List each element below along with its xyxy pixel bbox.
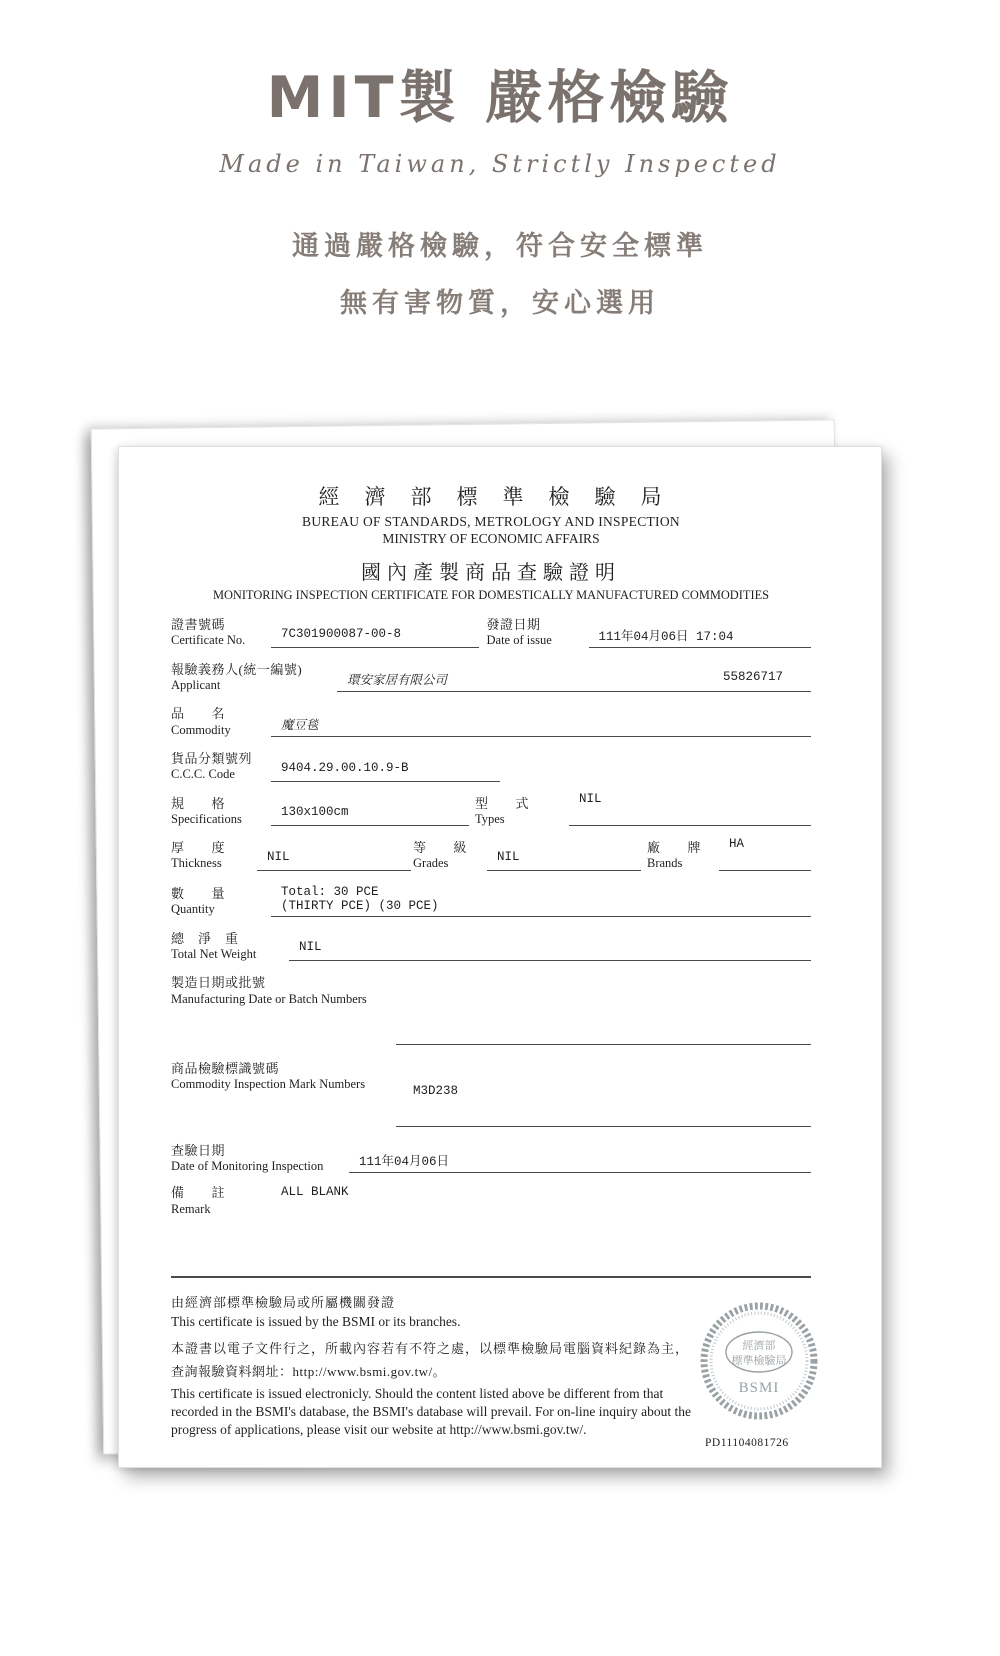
field-mfg-date-label — [171, 975, 367, 1006]
label-zh: 數 量 — [171, 886, 226, 902]
row-specifications-types — [171, 792, 811, 827]
label-zh: 厚 度 — [171, 840, 226, 856]
label-en: Types — [475, 811, 505, 826]
field-remark-value: ALL BLANK — [281, 1185, 349, 1200]
label-en: Applicant — [171, 677, 221, 692]
applicant-name: 環安家居有限公司 — [347, 672, 448, 688]
field-net-weight-value: NIL — [289, 940, 811, 961]
field-commodity-value: 魔豆毯 — [271, 715, 811, 737]
field-thickness-value: NIL — [257, 850, 411, 871]
footer-zh-2: 本證書以電子文件行之，所載內容若有不符之處，以標準檢驗局電腦資料紀錄為主， — [171, 1340, 690, 1356]
row-ccc-code — [171, 751, 811, 782]
hero-tagline-2: 無有害物質，安心選用 — [340, 288, 660, 319]
field-remark-label — [171, 1185, 271, 1216]
footer-en-2: This certificate is issued electronicly. Should the content listed above be different from that recorded in the BSMI's database, the BSMI's database will prevail. For on-line inquiry about the progress of applications, please visit our website at http://www.bsmi.gov.tw/. — [171, 1385, 692, 1437]
cert-org-name-en-2: MINISTRY OF ECONOMIC AFFAIRS — [382, 531, 600, 546]
label-zh: 報驗義務人(統一編號) — [171, 661, 303, 677]
field-grades-label — [413, 840, 487, 871]
quantity-line-2: (THIRTY PCE) (30 PCE) — [281, 898, 439, 913]
label-zh: 發證日期 — [486, 617, 541, 632]
field-quantity-label — [171, 886, 271, 917]
row-manufacturing-date — [171, 975, 811, 1006]
field-mark-numbers-value: M3D238 — [413, 1083, 459, 1098]
label-en: Certificate No. — [171, 633, 246, 648]
cert-doc-title-en: MONITORING INSPECTION CERTIFICATE FOR DOMESTICALLY MANUFACTURED COMMODITIES — [212, 588, 770, 602]
row-remark — [171, 1185, 811, 1216]
label-zh: 製造日期或批號 — [171, 975, 266, 991]
label-en: Commodity Inspection Mark Numbers — [171, 1077, 366, 1092]
field-types-value-text: NIL — [579, 792, 602, 807]
row-applicant — [171, 662, 811, 693]
label-zh: 貨品分類號列 — [171, 750, 253, 766]
field-brands-value — [719, 836, 811, 871]
label-zh: 廠 牌 — [647, 840, 702, 856]
label-en: Date of issue — [486, 633, 552, 648]
label-en: C.C.C. Code — [171, 767, 235, 782]
field-ccc-value: 9404.29.00.10.9-B — [271, 761, 500, 782]
label-en: Quantity — [171, 902, 215, 917]
field-net-weight-label — [171, 931, 289, 962]
field-mfg-date-line — [396, 1044, 811, 1045]
applicant-uniform-number: 55826717 — [722, 670, 783, 685]
seal-text-zh-2: 標準檢驗局 — [731, 1355, 787, 1367]
field-grades-value: NIL — [487, 850, 641, 871]
field-thickness-label — [171, 840, 257, 871]
field-mark-numbers-line — [396, 1126, 811, 1127]
footer-zh-1: 由經濟部標準檢驗局或所屬機關發證 — [171, 1294, 396, 1310]
label-en: Manufacturing Date or Batch Numbers — [171, 991, 367, 1006]
seal-text-bsmi: BSMI — [738, 1380, 780, 1396]
field-commodity-label — [171, 706, 271, 737]
hero-title: MIT製 嚴格檢驗 — [266, 65, 734, 131]
row-commodity — [171, 706, 811, 737]
label-en: Grades — [413, 856, 449, 871]
label-zh: 商品檢驗標識號碼 — [171, 1061, 280, 1076]
certificate-separator-line — [171, 1276, 811, 1278]
field-types-value — [569, 792, 811, 826]
hero-tagline-1: 通過嚴格檢驗，符合安全標準 — [292, 231, 708, 262]
field-issue-date-value: 111年04月06日 17:04 — [589, 626, 812, 648]
label-en: Commodity — [171, 722, 231, 737]
field-specifications-value: 130x100cm — [271, 805, 469, 826]
field-applicant-value — [337, 670, 811, 692]
field-mark-numbers-label — [171, 1061, 403, 1092]
label-zh: 備 註 — [171, 1185, 226, 1201]
field-issue-date-label — [487, 617, 589, 648]
label-zh: 證書號碼 — [171, 617, 226, 632]
cert-doc-number: PD11104081726 — [705, 1437, 789, 1449]
field-brands-value-text: HA — [729, 836, 745, 851]
field-inspection-date-value: 111年04月06日 — [349, 1151, 811, 1173]
label-en: Remark — [171, 1201, 211, 1216]
footer-zh-3: 查詢報驗資料網址：http://www.bsmi.gov.tw/。 — [171, 1363, 447, 1379]
label-en: Date of Monitoring Inspection — [171, 1158, 324, 1173]
footer-en-1: This certificate is issued by the BSMI or its branches. — [171, 1313, 461, 1329]
row-total-net-weight — [171, 931, 811, 962]
label-zh: 規 格 — [171, 795, 226, 811]
certificate — [118, 446, 882, 1468]
label-zh: 查驗日期 — [171, 1142, 226, 1158]
label-zh: 等 級 — [413, 840, 468, 856]
field-certno-label — [171, 617, 271, 648]
field-inspection-date-label — [171, 1143, 349, 1174]
label-en: Total Net Weight — [171, 947, 257, 961]
label-zh: 總 淨 重 — [171, 930, 239, 946]
field-quantity-value — [271, 885, 811, 917]
field-certno-value: 7C301900087-00-8 — [271, 627, 479, 648]
field-brands-label — [647, 840, 719, 871]
field-specifications-label — [171, 796, 271, 827]
bsmi-seal — [697, 1299, 821, 1423]
hero-subtitle: Made in Taiwan, Strictly Inspected — [219, 150, 781, 178]
field-types-label — [475, 796, 569, 827]
seal-text-zh-1: 經濟部 — [742, 1340, 776, 1352]
field-ccc-label — [171, 751, 271, 782]
row-thickness-grades-brands — [171, 836, 811, 871]
label-zh: 品 名 — [171, 706, 226, 722]
row-quantity — [171, 885, 811, 917]
field-applicant-label — [171, 662, 337, 693]
quantity-line-1: Total: 30 PCE — [281, 884, 379, 899]
row-monitoring-inspection-date — [171, 1143, 811, 1174]
row-certificate-no — [171, 617, 811, 648]
label-en: Brands — [647, 856, 683, 871]
row-inspection-mark-numbers — [171, 1061, 811, 1098]
cert-org-name-zh: 經 濟 部 標 準 檢 驗 局 — [318, 485, 664, 509]
cert-org-name-en-1: BUREAU OF STANDARDS, METROLOGY AND INSPECTION — [302, 514, 680, 529]
cert-doc-title-zh: 國內產製商品查驗證明 — [361, 562, 621, 584]
label-zh: 型 式 — [475, 795, 530, 811]
label-en: Specifications — [171, 811, 242, 826]
hero-section — [0, 52, 1000, 320]
label-en: Thickness — [171, 856, 222, 871]
